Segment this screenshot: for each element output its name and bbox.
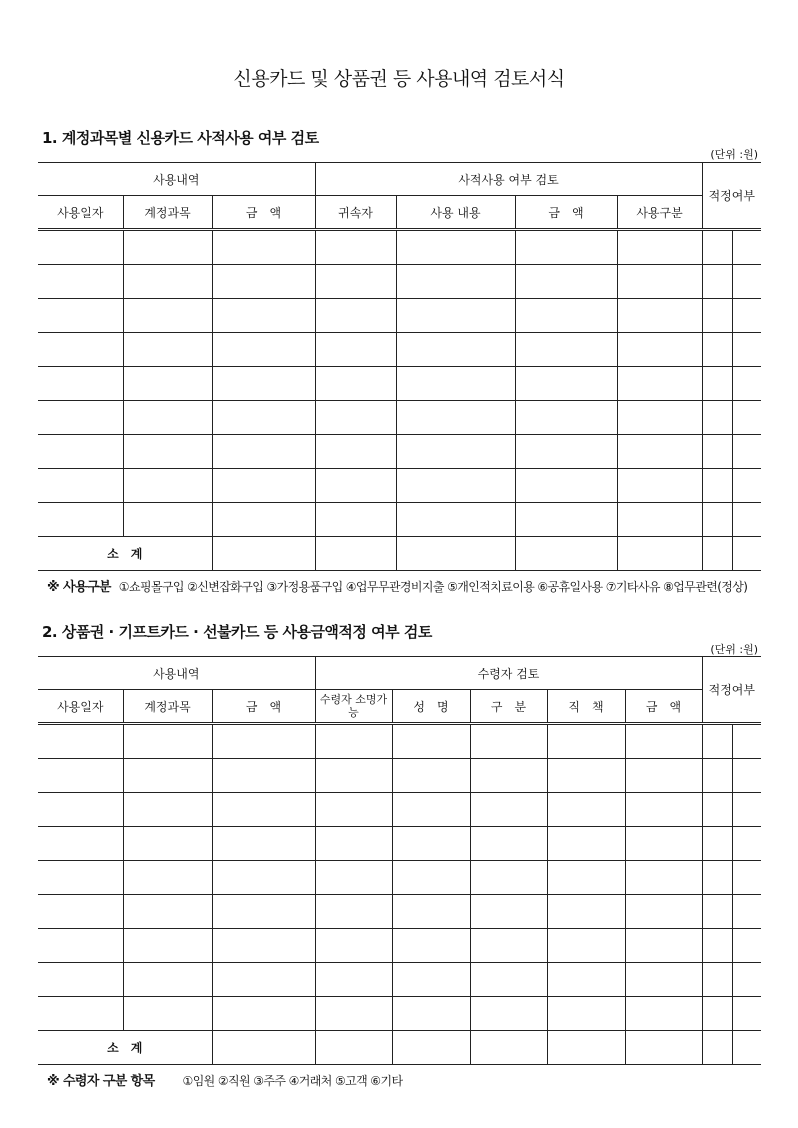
entry-cell[interactable] [702,367,732,401]
entry-cell[interactable] [396,401,515,435]
col-header-position: 직 책 [547,690,625,724]
entry-cell[interactable] [38,793,123,827]
entry-cell[interactable] [547,895,625,929]
entry-cell[interactable] [702,895,732,929]
entry-cell[interactable] [212,367,315,401]
entry-cell[interactable] [515,230,617,265]
entry-cell[interactable] [315,793,392,827]
entry-cell[interactable] [123,265,212,299]
entry-cell[interactable] [38,963,123,997]
entry-cell[interactable] [315,724,392,759]
entry-cell[interactable] [702,724,732,759]
entry-cell[interactable] [315,997,392,1031]
col-header-account: 계정과목 [123,196,212,230]
entry-cell[interactable] [515,401,617,435]
section2-unit: (단위 :원) [710,643,758,656]
entry-cell[interactable] [123,759,212,793]
entry-cell[interactable] [625,997,702,1031]
entry-cell[interactable] [315,435,396,469]
col-header-date: 사용일자 [38,196,123,230]
entry-cell[interactable] [732,401,761,435]
entry-cell[interactable] [38,333,123,367]
entry-cell[interactable] [123,861,212,895]
entry-cell[interactable] [392,724,470,759]
entry-cell[interactable] [396,230,515,265]
subtotal-cell[interactable] [617,537,702,571]
entry-cell[interactable] [212,230,315,265]
table-row [38,929,761,963]
entry-cell[interactable] [702,333,732,367]
entry-cell[interactable] [38,929,123,963]
entry-cell[interactable] [617,401,702,435]
entry-cell[interactable] [617,469,702,503]
entry-cell[interactable] [38,997,123,1031]
entry-cell[interactable] [702,299,732,333]
entry-cell[interactable] [732,997,761,1031]
entry-cell[interactable] [732,299,761,333]
col-header-amount: 금 액 [212,690,315,724]
col-header-recipient-explainable: 수령자 소명가능 [315,690,392,724]
col-header-amount-2: 금 액 [515,196,617,230]
subtotal-cell[interactable] [315,537,396,571]
entry-cell[interactable] [547,793,625,827]
entry-cell[interactable] [212,435,315,469]
credit-card-review-table [38,162,761,571]
entry-cell[interactable] [123,929,212,963]
entry-cell[interactable] [732,435,761,469]
entry-cell[interactable] [732,230,761,265]
entry-cell[interactable] [396,265,515,299]
entry-cell[interactable] [547,963,625,997]
col-header-owner: 귀속자 [315,196,396,230]
entry-cell[interactable] [123,469,212,503]
entry-cell[interactable] [732,724,761,759]
entry-cell[interactable] [702,827,732,861]
table-row [38,895,761,929]
entry-cell[interactable] [38,367,123,401]
entry-cell[interactable] [617,299,702,333]
entry-cell[interactable] [396,469,515,503]
entry-cell[interactable] [470,793,547,827]
table-row [38,793,761,827]
entry-cell[interactable] [123,724,212,759]
subtotal-cell[interactable] [732,1031,761,1065]
subtotal-cell[interactable] [315,1031,392,1065]
entry-cell[interactable] [212,265,315,299]
entry-cell[interactable] [396,299,515,333]
entry-cell[interactable] [212,333,315,367]
entry-cell[interactable] [315,503,396,537]
entry-cell[interactable] [732,963,761,997]
subtotal-cell[interactable] [702,1031,732,1065]
entry-cell[interactable] [470,997,547,1031]
entry-cell[interactable] [38,827,123,861]
entry-cell[interactable] [212,759,315,793]
subtotal-cell[interactable] [732,537,761,571]
entry-cell[interactable] [396,503,515,537]
entry-cell[interactable] [702,759,732,793]
section1-unit: (단위 :원) [710,148,758,161]
entry-cell[interactable] [515,435,617,469]
entry-cell[interactable] [617,435,702,469]
entry-cell[interactable] [396,333,515,367]
note-text: ①쇼핑몰구입 ②신변잡화구입 ③가정용품구입 ④업무무관경비지출 ⑤개인적치료이용 ⑥공휴일사용 ⑦기타사유 ⑧업무관련(정상) [118,580,748,594]
subtotal-cell[interactable] [547,1031,625,1065]
entry-cell[interactable] [625,895,702,929]
entry-cell[interactable] [38,230,123,265]
table-row [38,265,761,299]
table-row [38,401,761,435]
table-row [38,367,761,401]
entry-cell[interactable] [515,333,617,367]
entry-cell[interactable] [315,367,396,401]
entry-cell[interactable] [732,895,761,929]
entry-cell[interactable] [38,759,123,793]
entry-cell[interactable] [212,469,315,503]
entry-cell[interactable] [396,435,515,469]
header-recipient-group: 수령자 검토 [315,657,702,690]
entry-cell[interactable] [547,759,625,793]
entry-cell[interactable] [38,895,123,929]
entry-cell[interactable] [732,793,761,827]
entry-cell[interactable] [123,963,212,997]
entry-cell[interactable] [212,861,315,895]
entry-cell[interactable] [625,759,702,793]
entry-cell[interactable] [392,759,470,793]
entry-cell[interactable] [702,230,732,265]
entry-cell[interactable] [123,435,212,469]
entry-cell[interactable] [123,503,212,537]
entry-cell[interactable] [470,724,547,759]
entry-cell[interactable] [515,265,617,299]
entry-cell[interactable] [470,861,547,895]
header-usage-group: 사용내역 [38,163,315,196]
entry-cell[interactable] [547,724,625,759]
entry-cell[interactable] [315,469,396,503]
entry-cell[interactable] [38,861,123,895]
entry-cell[interactable] [392,793,470,827]
entry-cell[interactable] [123,333,212,367]
entry-cell[interactable] [617,230,702,265]
entry-cell[interactable] [702,997,732,1031]
entry-cell[interactable] [470,759,547,793]
entry-cell[interactable] [315,895,392,929]
entry-cell[interactable] [392,997,470,1031]
entry-cell[interactable] [123,827,212,861]
header-result: 적정여부 [702,163,761,230]
entry-cell[interactable] [315,827,392,861]
subtotal-cell[interactable] [515,537,617,571]
entry-cell[interactable] [702,793,732,827]
page-title: 신용카드 및 상품권 등 사용내역 검토서식 [233,68,565,90]
entry-cell[interactable] [315,861,392,895]
note-label: ※ 수령자 구분 항목 [47,1074,155,1089]
entry-cell[interactable] [123,793,212,827]
entry-cell[interactable] [702,861,732,895]
entry-cell[interactable] [212,299,315,333]
entry-cell[interactable] [212,895,315,929]
entry-cell[interactable] [392,895,470,929]
entry-cell[interactable] [732,367,761,401]
entry-cell[interactable] [470,895,547,929]
subtotal-label: 소 계 [38,537,212,571]
subtotal-cell[interactable] [702,537,732,571]
table-row [38,997,761,1031]
col-header-name: 성 명 [392,690,470,724]
entry-cell[interactable] [212,963,315,997]
subtotal-cell[interactable] [625,1031,702,1065]
table-row [38,333,761,367]
entry-cell[interactable] [315,299,396,333]
entry-cell[interactable] [315,929,392,963]
header-result: 적정여부 [702,657,761,724]
table-row [38,861,761,895]
table-row [38,759,761,793]
entry-cell[interactable] [392,861,470,895]
entry-cell[interactable] [702,929,732,963]
entry-cell[interactable] [392,963,470,997]
entry-cell[interactable] [625,963,702,997]
entry-cell[interactable] [396,367,515,401]
entry-cell[interactable] [123,401,212,435]
col-header-category: 구 분 [470,690,547,724]
entry-cell[interactable] [732,827,761,861]
col-header-account: 계정과목 [123,690,212,724]
header-review-group: 사적사용 여부 검토 [315,163,702,196]
entry-cell[interactable] [212,793,315,827]
entry-cell[interactable] [702,469,732,503]
note-text: ①임원 ②직원 ③주주 ④거래처 ⑤고객 ⑥기타 [182,1074,403,1088]
entry-cell[interactable] [212,724,315,759]
entry-cell[interactable] [212,503,315,537]
entry-cell[interactable] [123,895,212,929]
entry-cell[interactable] [123,997,212,1031]
entry-cell[interactable] [702,401,732,435]
table-row [38,827,761,861]
entry-cell[interactable] [38,401,123,435]
entry-cell[interactable] [212,997,315,1031]
entry-cell[interactable] [732,929,761,963]
entry-cell[interactable] [315,401,396,435]
section1-note [47,576,747,595]
entry-cell[interactable] [547,997,625,1031]
subtotal-label: 소 계 [38,1031,212,1065]
entry-cell[interactable] [38,265,123,299]
entry-cell[interactable] [392,827,470,861]
entry-cell[interactable] [470,929,547,963]
entry-cell[interactable] [732,503,761,537]
entry-cell[interactable] [38,503,123,537]
entry-cell[interactable] [617,503,702,537]
entry-cell[interactable] [38,299,123,333]
entry-cell[interactable] [123,299,212,333]
entry-cell[interactable] [392,929,470,963]
entry-cell[interactable] [315,230,396,265]
gift-card-review-table [38,656,761,1065]
table-row [38,963,761,997]
entry-cell[interactable] [38,469,123,503]
table-row [38,435,761,469]
entry-cell[interactable] [515,469,617,503]
col-header-usage-type: 사용구분 [617,196,702,230]
entry-cell[interactable] [315,963,392,997]
entry-cell[interactable] [617,367,702,401]
subtotal-cell[interactable] [212,1031,315,1065]
col-header-amount-2: 금 액 [625,690,702,724]
entry-cell[interactable] [212,929,315,963]
entry-cell[interactable] [625,861,702,895]
entry-cell[interactable] [547,929,625,963]
entry-cell[interactable] [617,333,702,367]
note-label: ※ 사용구분 [47,580,111,595]
entry-cell[interactable] [625,929,702,963]
section1-heading: 1. 계정과목별 신용카드 사적사용 여부 검토 [42,129,319,147]
section2-heading: 2. 상품권 · 기프트카드 · 선불카드 등 사용금액적정 여부 검토 [42,623,432,641]
entry-cell[interactable] [315,333,396,367]
subtotal-cell[interactable] [396,537,515,571]
col-header-usage-detail: 사용 내용 [396,196,515,230]
col-header-date: 사용일자 [38,690,123,724]
entry-cell[interactable] [470,827,547,861]
entry-cell[interactable] [315,265,396,299]
entry-cell[interactable] [470,963,547,997]
entry-cell[interactable] [702,963,732,997]
entry-cell[interactable] [547,861,625,895]
entry-cell[interactable] [38,435,123,469]
subtotal-cell[interactable] [392,1031,470,1065]
table-row [38,724,761,759]
entry-cell[interactable] [625,724,702,759]
entry-cell[interactable] [547,827,625,861]
entry-cell[interactable] [732,759,761,793]
section2-note [47,1070,402,1089]
entry-cell[interactable] [515,367,617,401]
entry-cell[interactable] [617,265,702,299]
table-row [38,503,761,537]
subtotal-cell[interactable] [470,1031,547,1065]
entry-cell[interactable] [212,827,315,861]
subtotal-cell[interactable] [212,537,315,571]
entry-cell[interactable] [123,230,212,265]
entry-cell[interactable] [702,435,732,469]
entry-cell[interactable] [732,469,761,503]
entry-cell[interactable] [212,401,315,435]
entry-cell[interactable] [315,759,392,793]
entry-cell[interactable] [625,827,702,861]
entry-cell[interactable] [702,265,732,299]
table-row [38,299,761,333]
col-header-amount: 금 액 [212,196,315,230]
entry-cell[interactable] [732,265,761,299]
header-usage-group: 사용내역 [38,657,315,690]
entry-cell[interactable] [732,333,761,367]
entry-cell[interactable] [515,299,617,333]
entry-cell[interactable] [38,724,123,759]
entry-cell[interactable] [702,503,732,537]
entry-cell[interactable] [625,793,702,827]
table-row [38,230,761,265]
entry-cell[interactable] [123,367,212,401]
table-row [38,469,761,503]
entry-cell[interactable] [732,861,761,895]
entry-cell[interactable] [515,503,617,537]
